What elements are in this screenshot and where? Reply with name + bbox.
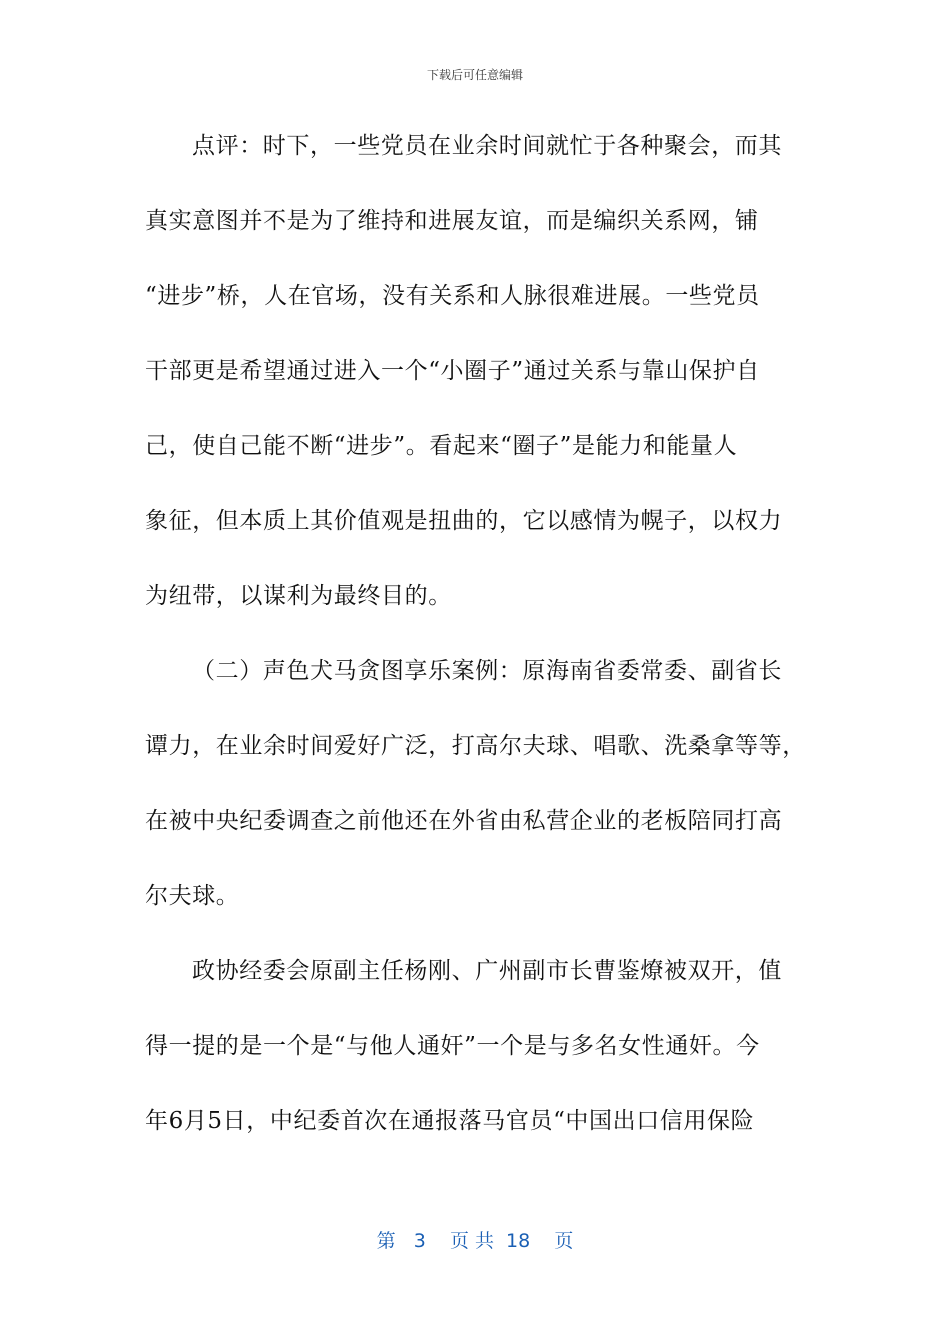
document-body — [145, 126, 805, 1176]
text-line: 谭力，在业余时间爱好广泛，打高尔夫球、唱歌、洗桑拿等等， — [145, 733, 806, 759]
text-line: 真实意图并不是为了维持和进展友谊，而是编织关系网，铺 — [145, 208, 759, 234]
page-number: 第 3 页 共 18 页 — [376, 1230, 574, 1252]
text-line: 为纽带，以谋利为最终目的。 — [145, 583, 452, 609]
text-line: 干部更是希望通过进入一个“小圈子”通过关系与靠山保护自 — [145, 358, 760, 384]
text-line: 象征，但本质上其价值观是扭曲的，它以感情为幌子，以权力 — [145, 508, 783, 534]
text-line: 得一提的是一个是“与他人通奸”一个是与多名女性通奸。今 — [145, 1033, 760, 1059]
text-line: 年6月5日，中纪委首次在通报落马官员“中国出口信用保险 — [145, 1108, 755, 1134]
text-line: 点评：时下，一些党员在业余时间就忙于各种聚会，而其 — [192, 133, 782, 159]
text-line: 尔夫球。 — [145, 883, 240, 909]
text-line: 己，使自己能不断“进步”。看起来“圈子”是能力和能量人 — [145, 433, 738, 459]
download-note: 下载后可任意编辑 — [426, 68, 523, 82]
text-line: （二）声色犬马贪图享乐案例：原海南省委常委、副省长 — [192, 658, 782, 684]
text-line: 在被中央纪委调查之前他还在外省由私营企业的老板陪同打高 — [145, 808, 783, 834]
text-line: 政协经委会原副主任杨刚、广州副市长曹鉴燎被双开，值 — [192, 958, 782, 984]
text-line: “进步”桥，人在官场，没有关系和人脉很难进展。一些党员 — [145, 283, 760, 309]
